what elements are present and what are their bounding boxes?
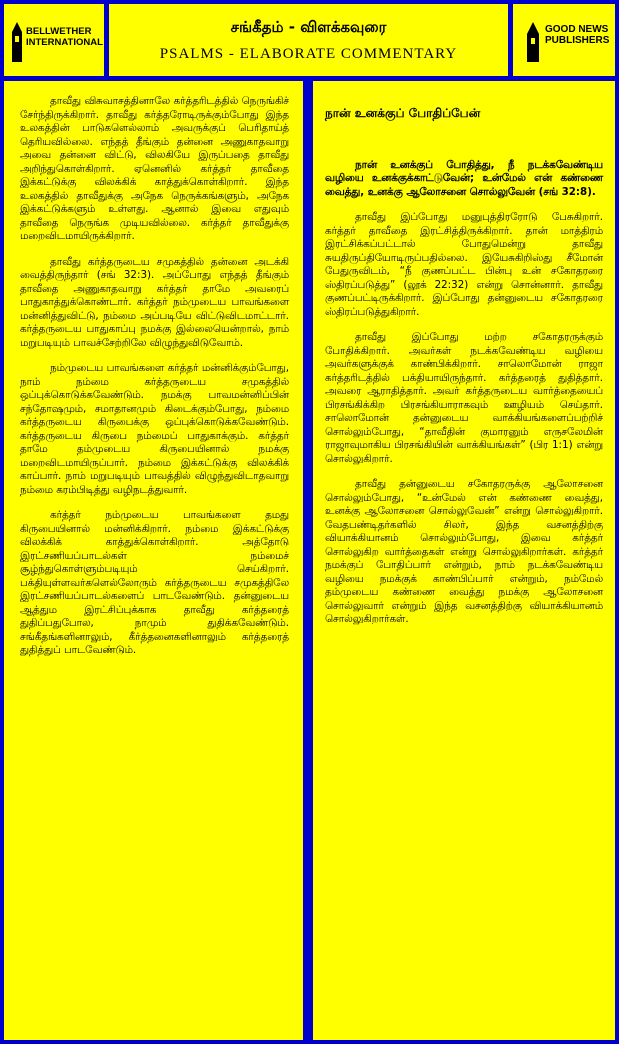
- paragraph: கர்த்தர் நம்முடைய பாவங்களை தமது கிருபையினால் மன்னிக்கிறார். நம்மை இக்கட்டுக்கு விலக்கிக் காத்துக்கொள்கிறார். அத்தோடு இரட்சணியப்பாடல்கள் நம்மைச் சூழ்ந்துகொள்ளும்படியும் செய்கிறார். பக்தியுள்ளவர்களெல்லோரும் கர்த்தருடைய சமுகத்திலே இரட்சணியப்பாடல்களைப் பாடவேண்டும். தன்னுடைய ஆத்தும இரட்சிப்புக்காக தாவீது கர்த்தரைத் துதிப்பதுபோல, நாமும் துதிக்கவேண்டும். சங்கீதங்களினாலும், கீர்த்தனைகளினாலும் கர்த்தரைத் துதித்துப் பாடவேண்டும்.: [20, 509, 289, 656]
- title-tamil: சங்கீதம் - விளக்கவுரை: [230, 18, 387, 36]
- paragraph: தாவீது விசுவாசத்தினாலே கர்த்தரிடத்தில் நெருங்கிச் சேர்ந்திருக்கிறார். தாவீது கர்த்தரோடிருக்கும்போது இந்த உலகத்தின் பாடுகளெல்லாம் அவருக்குப் பெரிதாய்த் தெரியவில்லை. எந்தத் தீங்கும் தன்னை அணுகாதவாறு அவை தன்னை விட்டு, விலகியே இருப்பதை தாவீது அறிந்துகொள்கிறார். ஏனெனில் கர்த்தர் தாவீதை இக்கட்டுக்கு விலக்கிக் காத்துக்கொள்கிறார். இந்த உலகத்தில் தாவீதுக்கு அநேக நெருக்கங்களும், அநேக இக்கட்டுக்களும் உள்ளது. ஆனால் இவை எதுவும் தாவீதை நெருங்க முடியவில்லை. கர்த்தர் தாவீதுக்கு மறைவிடமாயிருக்கிறார்.: [20, 95, 289, 242]
- logo-good-news: [513, 4, 615, 76]
- logo-right-line1: GOOD NEWS: [545, 24, 609, 35]
- bell-tower-icon: [10, 22, 24, 62]
- logo-left-text: [26, 26, 103, 48]
- right-column: [313, 81, 615, 1040]
- paragraph: தாவீது இப்போது மற்ற சகோதரருக்கும் போதிக்கிறார். அவர்கள் நடக்கவேண்டிய வழியை அவர்களுக்குக் காண்பிக்கிறார். சாலொமோன் ராஜா கர்த்தரிடத்தில் பக்தியாயிருந்தார். கர்த்தரைத் துதித்தார். அவரை ஆராதித்தார். அவர் கர்த்தருடைய வார்த்தையைப் பிரசங்கிக்கிற பிரசங்கியாராகவும் ஊழியம் செய்தார். சாலொமோன் தன்னுடைய வாக்கியங்களைப்பற்றிச் சொல்லும்போது, “தாவீதின் குமாரனும் எருசலேமின் ராஜாவுமாகிய பிரசங்கியின் வாக்கியங்கள்” (பிர 1:1) என்று சொல்லுகிறார்.: [325, 331, 603, 465]
- paragraph: நம்முடைய பாவங்களை கர்த்தர் மன்னிக்கும்போது, நாம் நம்மை கர்த்தருடைய சமுகத்தில் ஒப்புக்கொடுக்கவேண்டும். நமக்கு பாவமன்னிப்பின் சந்தோஷமும், சமாதானமும் கிடைக்கும்போது, நம்மை கர்த்தருடைய கிருபைக்கு ஒப்புக்கொடுக்கவேண்டும். கர்த்தருடைய கிருபை நம்மைப் பாதுகாக்கும். கர்த்தர் தாமே தம்முடைய கிருபையினால் நமக்கு மறைவிடமாயிருப்பார். நம்மை இக்கட்டுக்கு விலக்கிக் காப்பார். நாம் மறுபடியும் பாவத்தில் விழுந்துவிடாதவாறு நம்மை கரம்பிடித்து வழிநடத்துவார்.: [20, 362, 289, 496]
- logo-bellwether: [4, 4, 104, 76]
- page-header: [109, 4, 508, 76]
- logo-right-line2: PUBLISHERS: [545, 35, 610, 46]
- logo-right-text: [545, 24, 609, 46]
- title-english: PSALMS - ELABORATE COMMENTARY: [159, 46, 458, 62]
- verse-quote: நான் உனக்குப் போதித்து, நீ நடக்கவேண்டிய வழியை உனக்குக்காட்டுவேன்; உன்மேல் என் கண்ணை வைத்து, உனக்கு ஆலோசனை சொல்லுவேன் (சங் 32:8).: [325, 158, 603, 198]
- paragraph: தாவீது இப்போது மனுபுத்திரரோடு பேசுகிறார். கர்த்தர் தாவீதை இரட்சித்திருக்கிறார். தான் மாத்திரம் இரட்சிக்கப்பட்டால் போதுமென்று தாவீது சுயதிருப்தியோடிருப்பதில்லை. இயேசுகிறிஸ்து சீமோன் பேதுருவிடம், “நீ குணப்பட்ட பின்பு உன் சகோதரரை ஸ்திரப்படுத்து” (லூக் 22:32) என்று சொன்னார். தாவீது குணப்பட்டிருக்கிறார். இப்போது தன்னுடைய சகோதரரை ஸ்திரப்படுத்துகிறார்.: [325, 211, 603, 318]
- paragraph: தாவீது தன்னுடைய சகோதரருக்கு ஆலோசனை சொல்லும்போது, “உன்மேல் என் கண்ணை வைத்து, உனக்கு ஆலோசனை சொல்லுவேன்” என்று சொல்லுகிறார். வேதபண்டிதர்களில் சிலர், இந்த வசனத்திற்கு வியாக்கியானம் சொல்லும்போது, இவை கர்த்தர் சொல்லுகிற வார்த்தைகள் என்று சொல்லுகிறார்கள். கர்த்தர் நமக்குப் போதிப்பார் என்றும், நாம் நடக்கவேண்டிய வழியை நமக்குக் காண்பிப்பார் என்றும், நம்மேல் தம்முடைய கண்ணை வைத்து நமக்கு ஆலோசனை சொல்லுவார் என்றும் இந்த வசனத்திற்கு வியாக்கியானம் சொல்லுகிறார்கள்.: [325, 478, 603, 625]
- left-column: [4, 81, 303, 1040]
- paragraph: தாவீது கர்த்தருடைய சமுகத்தில் தன்னை அடக்கி வைத்திருந்தார் (சங் 32:3). அப்போது எந்தத் தீங்கும் தாவீதை அணுகாதவாறு கர்த்தர் தாமே அவரைப் பாதுகாத்துக்கொண்டார். கர்த்தர் நம்முடைய பாவங்களை மன்னித்துவிட்டு, நம்மை அப்படியே விட்டுவிடமாட்டார். கர்த்தருடைய பாதுகாப்பு நமக்கு இல்லையென்றால், நாம் மறுபடியும் பாவச்சேற்றிலே விழுந்துவிடுவோம்.: [20, 255, 289, 349]
- section-heading: நான் உனக்குப் போதிப்பேன்: [325, 106, 481, 120]
- logo-left-line2: INTERNATIONAL: [26, 37, 103, 48]
- tower-icon: [525, 22, 541, 62]
- logo-left-line1: BELLWETHER: [26, 26, 92, 37]
